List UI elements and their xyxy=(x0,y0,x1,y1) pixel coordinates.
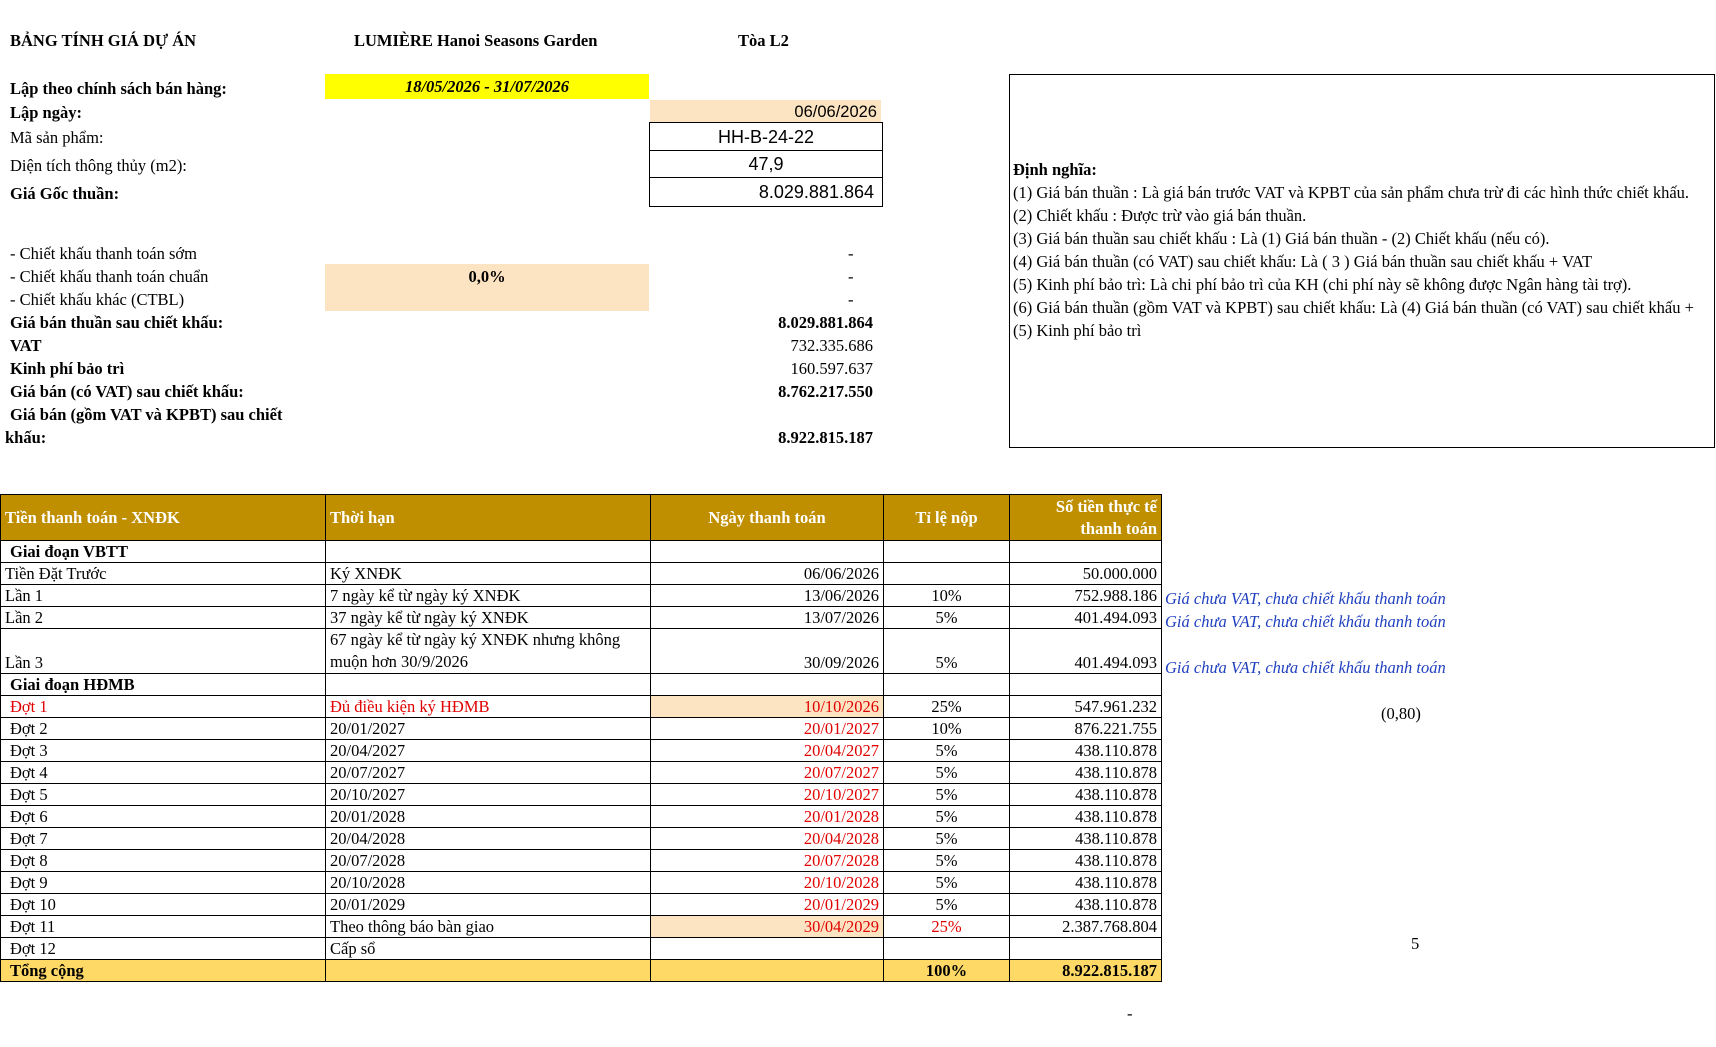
row-pct: 5% xyxy=(884,762,1010,784)
area-label: Diện tích thông thủy (m2): xyxy=(10,156,187,175)
row-name: Đợt 5 xyxy=(1,784,326,806)
payment-schedule-table xyxy=(0,494,1162,982)
table-row xyxy=(1,607,1162,629)
row-amount: 2.387.768.804 xyxy=(1010,916,1162,938)
row-date[interactable]: 30/04/2029 xyxy=(651,916,884,938)
row-pct: 5% xyxy=(884,806,1010,828)
table-row xyxy=(1,629,1162,674)
other-discount-label: - Chiết khấu khác (CTBL) xyxy=(10,290,185,309)
row-term: 20/10/2028 xyxy=(326,872,651,894)
section-row xyxy=(1,674,1162,696)
row-pct: 25% xyxy=(884,916,1010,938)
total-amount: 8.922.815.187 xyxy=(1010,960,1162,982)
std-discount-value: - xyxy=(848,267,854,286)
row-pct: 5% xyxy=(884,784,1010,806)
total-label: Tổng cộng xyxy=(1,960,326,982)
row-amount: 438.110.878 xyxy=(1010,872,1162,894)
building-name: Tòa L2 xyxy=(738,31,789,50)
row-term: Ký XNĐK xyxy=(326,563,651,585)
net-price-value: 8.029.881.864 xyxy=(778,313,873,332)
row-amount: 876.221.755 xyxy=(1010,718,1162,740)
definition-line: (2) Chiết khấu : Được trừ vào giá bán thuần. xyxy=(1013,206,1307,225)
row-amount: 438.110.878 xyxy=(1010,806,1162,828)
row-pct: 25% xyxy=(884,696,1010,718)
total-row xyxy=(1,960,1162,982)
early-discount-value: - xyxy=(848,244,854,263)
row-date[interactable]: 20/10/2027 xyxy=(651,784,884,806)
definition-line: (6) Giá bán thuần (gồm VAT và KPBT) sau chiết khấu: Là (4) Giá bán thuần (có VAT) sau chiết khấu + (5) Kinh phí bảo trì xyxy=(1013,298,1694,340)
definition-line: (5) Kinh phí bảo trì: Là chi phí bảo trì của KH (chi phí này sẽ không được Ngân hàng tài trợ). xyxy=(1013,275,1632,294)
definition-line: (1) Giá bán thuần : Là giá bán trước VAT và KPBT của sản phẩm chưa trừ đi các hình thức chiết khấu. xyxy=(1013,183,1690,202)
row-term: 20/04/2028 xyxy=(326,828,651,850)
column-header: Số tiền thực tế thanh toán xyxy=(1010,495,1162,541)
total-price-value: 8.922.815.187 xyxy=(778,428,873,447)
row-amount: 438.110.878 xyxy=(1010,828,1162,850)
table-row xyxy=(1,872,1162,894)
empty-cell xyxy=(1010,541,1162,563)
maintenance-value: 160.597.637 xyxy=(790,359,873,378)
table-row xyxy=(1,740,1162,762)
row-amount: 438.110.878 xyxy=(1010,740,1162,762)
total-price-label-line1: Giá bán (gồm VAT và KPBT) sau chiết xyxy=(10,405,283,424)
policy-cell[interactable] xyxy=(325,74,649,99)
table-row xyxy=(1,850,1162,872)
definition-line: (3) Giá bán thuần sau chiết khấu : Là (1) Giá bán thuần - (2) Chiết khấu (nếu có). xyxy=(1013,229,1550,248)
column-header: Thời hạn xyxy=(326,495,651,541)
column-header: Tiền thanh toán - XNĐK xyxy=(1,495,326,541)
table-row xyxy=(1,894,1162,916)
table-row xyxy=(1,696,1162,718)
row-amount: 547.961.232 xyxy=(1010,696,1162,718)
row-name: Lần 2 xyxy=(1,607,326,629)
row-amount: 438.110.878 xyxy=(1010,784,1162,806)
empty-cell xyxy=(884,541,1010,563)
empty-cell xyxy=(326,674,651,696)
row-amount: 50.000.000 xyxy=(1010,563,1162,585)
project-name: LUMIÈRE Hanoi Seasons Garden xyxy=(354,31,598,50)
row-term: 20/04/2027 xyxy=(326,740,651,762)
row-term: 20/01/2027 xyxy=(326,718,651,740)
policy-label: Lập theo chính sách bán hàng: xyxy=(10,79,227,98)
row-date[interactable] xyxy=(651,938,884,960)
empty-cell xyxy=(884,674,1010,696)
row-name: Đợt 6 xyxy=(1,806,326,828)
table-row xyxy=(1,916,1162,938)
row-term: 37 ngày kể từ ngày ký XNĐK xyxy=(326,607,651,629)
vat-value: 732.335.686 xyxy=(790,336,873,355)
row-pct: 10% xyxy=(884,718,1010,740)
empty-cell xyxy=(326,960,651,982)
row-pct: 5% xyxy=(884,629,1010,674)
total-pct: 100% xyxy=(884,960,1010,982)
early-discount-label: - Chiết khấu thanh toán sớm xyxy=(10,244,197,263)
row-pct: 5% xyxy=(884,828,1010,850)
row-term: 20/07/2028 xyxy=(326,850,651,872)
row-pct: 5% xyxy=(884,740,1010,762)
row-date[interactable]: 20/01/2029 xyxy=(651,894,884,916)
row-amount: 401.494.093 xyxy=(1010,629,1162,674)
row-term: 20/01/2028 xyxy=(326,806,651,828)
empty-cell xyxy=(651,674,884,696)
row-name: Đợt 7 xyxy=(1,828,326,850)
row-date[interactable]: 20/01/2027 xyxy=(651,718,884,740)
row-note: Giá chưa VAT, chưa chiết khấu thanh toán xyxy=(1165,589,1446,608)
row-date[interactable]: 20/07/2027 xyxy=(651,762,884,784)
row-date[interactable]: 13/07/2026 xyxy=(651,607,884,629)
empty-cell xyxy=(651,960,884,982)
row-amount: 438.110.878 xyxy=(1010,762,1162,784)
below-total-value: - xyxy=(1127,1004,1133,1023)
row-name: Lần 3 xyxy=(1,629,326,674)
table-row xyxy=(1,784,1162,806)
row-date[interactable]: 20/04/2028 xyxy=(651,828,884,850)
date-label: Lập ngày: xyxy=(10,103,82,122)
table-header-row xyxy=(1,495,1162,541)
row-term: Theo thông báo bàn giao xyxy=(326,916,651,938)
definition-line: (4) Giá bán thuần (có VAT) sau chiết khấu: Là ( 3 ) Giá bán thuần sau chiết khấu + VAT xyxy=(1013,252,1593,271)
vat-label: VAT xyxy=(10,336,42,355)
row-date[interactable]: 06/06/2026 xyxy=(651,563,884,585)
table-row xyxy=(1,806,1162,828)
row-name: Đợt 10 xyxy=(1,894,326,916)
definitions-text xyxy=(1013,158,1703,342)
price-with-vat-label: Giá bán (có VAT) sau chiết khấu: xyxy=(10,382,244,401)
table-row xyxy=(1,828,1162,850)
row-name: Đợt 8 xyxy=(1,850,326,872)
row-term: 20/07/2027 xyxy=(326,762,651,784)
row-pct: 5% xyxy=(884,850,1010,872)
row-amount: 401.494.093 xyxy=(1010,607,1162,629)
row-term: Cấp sổ xyxy=(326,938,651,960)
table-row xyxy=(1,585,1162,607)
empty-cell xyxy=(651,541,884,563)
table-row xyxy=(1,563,1162,585)
row-amount: 752.988.186 xyxy=(1010,585,1162,607)
maintenance-label: Kinh phí bảo trì xyxy=(10,359,125,378)
table-row xyxy=(1,762,1162,784)
row-amount xyxy=(1010,938,1162,960)
row-date[interactable]: 20/07/2028 xyxy=(651,850,884,872)
section-label: Giai đoạn HĐMB xyxy=(1,674,326,696)
base-price-label: Giá Gốc thuần: xyxy=(10,184,120,203)
row-pct: 5% xyxy=(884,872,1010,894)
product-code-field[interactable]: HH-B-24-22 xyxy=(649,122,883,151)
std-discount-percent[interactable]: 0,0% xyxy=(468,267,506,286)
row-note: Giá chưa VAT, chưa chiết khấu thanh toán xyxy=(1165,658,1446,677)
row-amount: 438.110.878 xyxy=(1010,894,1162,916)
table-row xyxy=(1,938,1162,960)
row-name: Đợt 1 xyxy=(1,696,326,718)
row-pct: 5% xyxy=(884,894,1010,916)
row-date[interactable]: 20/10/2028 xyxy=(651,872,884,894)
row-term: 7 ngày kể từ ngày ký XNĐK xyxy=(326,585,651,607)
row-name: Đợt 9 xyxy=(1,872,326,894)
table-row xyxy=(1,718,1162,740)
row-name: Đợt 4 xyxy=(1,762,326,784)
row-pct xyxy=(884,938,1010,960)
side-value: 5 xyxy=(1411,934,1420,953)
row-date[interactable]: 20/01/2028 xyxy=(651,806,884,828)
row-amount: 438.110.878 xyxy=(1010,850,1162,872)
std-discount-label: - Chiết khấu thanh toán chuẩn xyxy=(10,267,209,286)
product-label: Mã sản phẩm: xyxy=(10,128,104,147)
row-name: Đợt 3 xyxy=(1,740,326,762)
section-row xyxy=(1,541,1162,563)
sheet-title: BẢNG TÍNH GIÁ DỰ ÁN xyxy=(10,31,197,50)
row-pct: 5% xyxy=(884,607,1010,629)
row-term: 20/01/2029 xyxy=(326,894,651,916)
row-date[interactable]: 13/06/2026 xyxy=(651,585,884,607)
base-price-field[interactable]: 8.029.881.864 xyxy=(649,177,883,207)
date-value[interactable]: 06/06/2026 xyxy=(650,100,881,123)
net-price-label: Giá bán thuần sau chiết khấu: xyxy=(10,313,224,332)
policy-value: 18/05/2026 - 31/07/2026 xyxy=(404,77,570,96)
row-pct: 10% xyxy=(884,585,1010,607)
area-field[interactable]: 47,9 xyxy=(649,150,883,178)
row-date[interactable]: 10/10/2026 xyxy=(651,696,884,718)
row-name: Đợt 11 xyxy=(1,916,326,938)
empty-cell xyxy=(326,541,651,563)
total-price-label-line2: khấu: xyxy=(5,428,47,447)
row-term: Đủ điều kiện ký HĐMB xyxy=(326,696,651,718)
row-date[interactable]: 30/09/2026 xyxy=(651,629,884,674)
empty-cell xyxy=(1010,674,1162,696)
column-header: Ngày thanh toán xyxy=(651,495,884,541)
row-name: Đợt 2 xyxy=(1,718,326,740)
row-date[interactable]: 20/04/2027 xyxy=(651,740,884,762)
row-name: Đợt 12 xyxy=(1,938,326,960)
row-term: 20/10/2027 xyxy=(326,784,651,806)
side-value: (0,80) xyxy=(1381,704,1421,723)
column-header: Tỉ lệ nộp xyxy=(884,495,1010,541)
row-term: 67 ngày kể từ ngày ký XNĐK nhưng không muộn hơn 30/9/2026 xyxy=(326,629,651,674)
section-label: Giai đoạn VBTT xyxy=(1,541,326,563)
definitions-title: Định nghĩa: xyxy=(1013,160,1097,179)
price-with-vat-value: 8.762.217.550 xyxy=(778,382,873,401)
row-name: Tiền Đặt Trước xyxy=(1,563,326,585)
row-note: Giá chưa VAT, chưa chiết khấu thanh toán xyxy=(1165,612,1446,631)
row-pct xyxy=(884,563,1010,585)
row-name: Lần 1 xyxy=(1,585,326,607)
other-discount-value: - xyxy=(848,290,854,309)
